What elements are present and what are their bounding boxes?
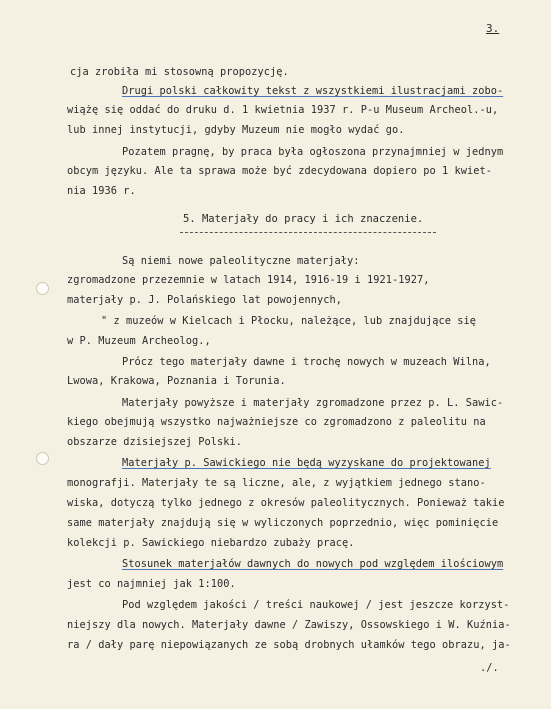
text-line: Stosunek materjałów dawnych do nowych pod względem ilościowym [122,558,504,570]
text-line: " z muzeów w Kielcach i Płocku, należące, lub znajdujące się [101,315,476,327]
text-line: obcym języku. Ale ta sprawa może być zdecydowana dopiero po 1 kwiet- [67,165,492,177]
text-line: w P. Muzeum Archeolog., [67,335,211,347]
text-line: ra / dały parę niepowiązanych ze sobą drobnych ułamków tego obrazu, ja- [67,639,511,651]
text-line: zgromadzone przezemnie w latach 1914, 1916-19 i 1921-1927, [67,274,430,286]
text-line: Drugi polski całkowity tekst z wszystkiemi ilustracjami zobo- [122,85,504,97]
text-line: lub innej instytucji, gdyby Muzeum nie mogło wydać go. [67,124,405,136]
section-heading: 5. Materjały do pracy i ich znaczenie. [183,213,424,225]
text-line: obszarze dzisiejszej Polski. [67,436,242,448]
page-number: 3. [486,22,500,35]
text-line: kolekcji p. Sawickiego niebardzo zubaży pracę. [67,537,355,549]
text-line: niejszy dla nowych. Materjały dawne / Zawiszy, Ossowskiego i W. Kuźnia- [67,619,511,631]
text-line: Pozatem pragnę, by praca była ogłoszona przynajmniej w jednym [122,146,504,158]
text-line: Materjały p. Sawickiego nie będą wyzyskane do projektowanej [122,457,491,469]
text-line: wiążę się oddać do druku d. 1 kwietnia 1937 r. P-u Museum Archeol.-u, [67,104,499,116]
text-line: monografji. Materjały te są liczne, ale, z wyjątkiem jednego stano- [67,477,486,489]
text-line: same materjały znajdują się w wyliczonych poprzednio, więc pominięcie [67,517,499,529]
punch-hole-bottom [36,452,49,465]
text-line: kiego obejmują wszystko najważniejsze co zgromadzono z paleolitu na [67,416,486,428]
text-line: Są niemi nowe paleolityczne materjały: [122,255,360,267]
punch-hole-top [36,282,49,295]
text-line: jest co najmniej jak 1:100. [67,578,236,590]
text-line: nia 1936 r. [67,185,136,197]
text-line: Lwowa, Krakowa, Poznania i Torunia. [67,375,286,387]
text-line: Materjały powyższe i materjały zgromadzone przez p. L. Sawic- [122,397,504,409]
heading-underline [180,232,436,233]
text-line: cja zrobiła mi stosowną propozycję. [70,66,289,78]
text-line: Pod względem jakości / treści naukowej / jest jeszcze korzyst- [122,599,510,611]
text-line: wiska, dotyczą tylko jednego z okresów paleolitycznych. Ponieważ takie [67,497,505,509]
text-line: ./. [480,662,499,674]
text-line: Prócz tego materjały dawne i trochę nowych w muzeach Wilna, [122,356,491,368]
text-line: materjały p. J. Polańskiego lat powojennych, [67,294,342,306]
